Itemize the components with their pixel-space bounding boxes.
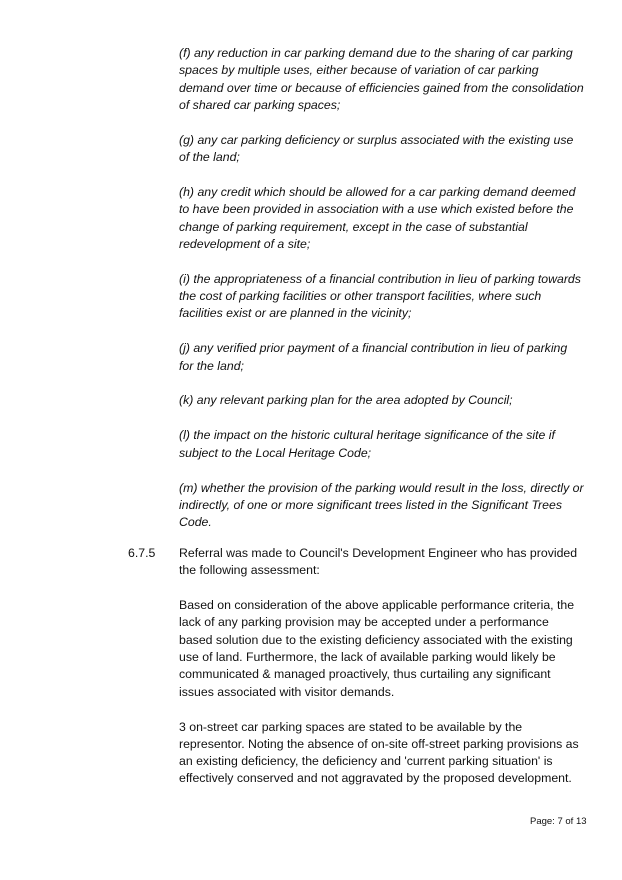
performance-criteria-list: [179, 45, 584, 549]
criterion-k: (k) any relevant parking plan for the area adopted by Council;: [179, 393, 513, 408]
section-paragraph: 3 on-street car parking spaces are stated to be available by the representor. Noting the absence of on-site off-street parking provisions as an existing deficiency, the deficiency and 'current parking situation' is effectively conserved and not aggravated by the proposed development.: [179, 719, 579, 786]
criterion-g: (g) any car parking deficiency or surplus associated with the existing use of the land;: [179, 132, 574, 165]
criterion-i: (i) the appropriateness of a financial contribution in lieu of parking towards the cost of parking facilities or other transport facilities, where such facilities exist or are planned in the vicinity;: [179, 271, 581, 321]
criterion-m: (m) whether the provision of the parking would result in the loss, directly or indirectly, of one or more significant trees listed in the Significant Trees Code.: [179, 480, 584, 530]
criterion-f: (f) any reduction in car parking demand due to the sharing of car parking spaces by multiple uses, either because of variation of car parking demand over time or because of efficiencies gained from the consolidation of shared car parking spaces;: [179, 46, 584, 112]
section-paragraph: Referral was made to Council's Development Engineer who has provided the following assessment:: [179, 546, 578, 578]
criterion-h: (h) any credit which should be allowed for a car parking demand deemed to have been provided in association with a use which existed before the change of parking requirement, except in the case of substantial redevelopment of a site;: [179, 184, 576, 251]
section-body: [179, 545, 584, 805]
criterion-l: (l) the impact on the historic cultural heritage significance of the site if subject to the Local Heritage Code;: [179, 428, 555, 460]
section-number: 6.7.5: [128, 546, 156, 560]
page-number: Page: 7 of 13: [530, 816, 587, 827]
section-paragraph: Based on consideration of the above applicable performance criteria, the lack of any parking provision may be accepted under a performance based solution due to the existing deficiency associated with the existing use of land. Furthermore, the lack of available parking would likely be communicated & managed proactively, thus curtailing any significant issues associated with visitor demands.: [179, 598, 575, 699]
criterion-j: (j) any verified prior payment of a financial contribution in lieu of parking for the land;: [179, 341, 568, 373]
